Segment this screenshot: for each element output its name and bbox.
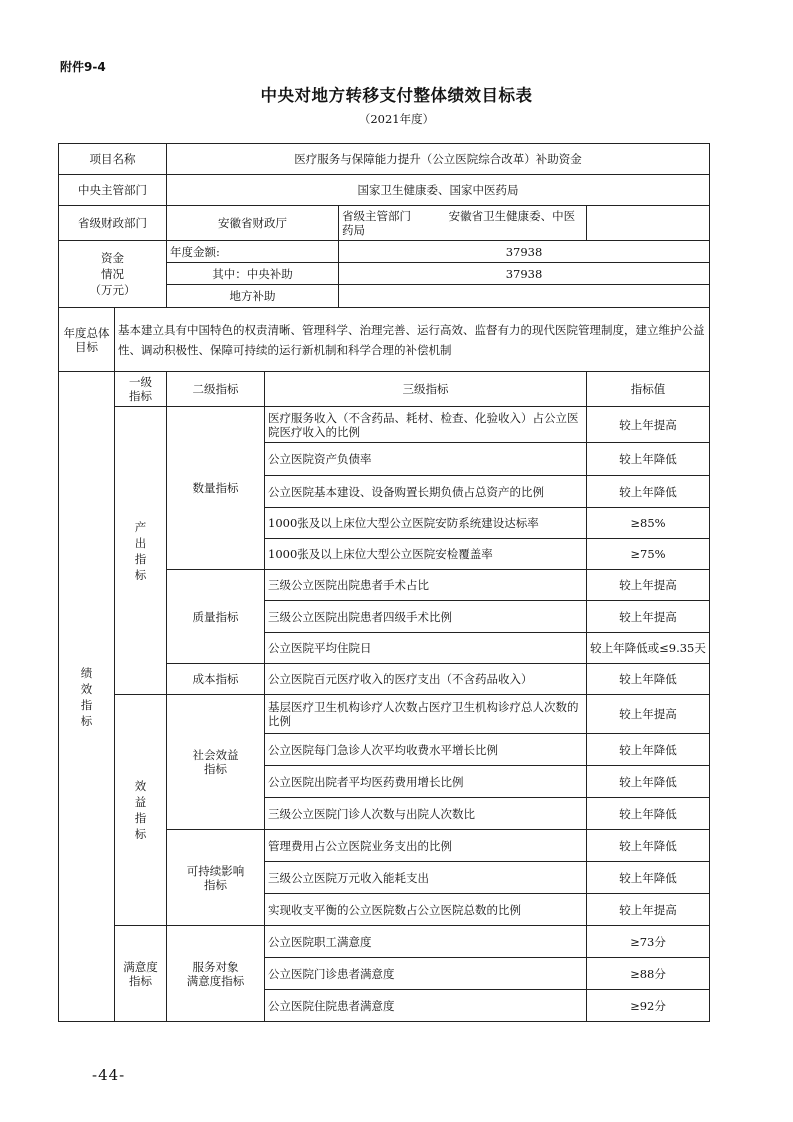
annual-goal-text: 基本建立具有中国特色的权责清晰、管理科学、治理完善、运行高效、监督有力的现代医院管理制度，建立维护公益性、调动积极性、保障可持续的运行新机制和科学合理的补偿机制 (115, 308, 710, 372)
indicator-name: 三级公立医院出院患者四级手术比例 (265, 601, 587, 633)
indicator-value: 较上年提高 (587, 407, 710, 443)
header-level3: 三级指标 (265, 372, 587, 407)
indicator-name: 公立医院门诊患者满意度 (265, 958, 587, 990)
indicator-name: 管理费用占公立医院业务支出的比例 (265, 830, 587, 862)
indicator-value: 较上年降低 (587, 766, 710, 798)
indicator-value: 较上年降低或≤9.35天 (587, 633, 710, 664)
header-level2: 二级指标 (167, 372, 265, 407)
funds-annual-value: 37938 (339, 241, 710, 263)
project-name-label: 项目名称 (59, 144, 167, 175)
funds-annual-row (59, 241, 710, 263)
indicator-name: 基层医疗卫生机构诊疗人次数占医疗卫生机构诊疗总人次数的比例 (265, 695, 587, 734)
page-number: -44- (92, 1066, 126, 1084)
central-dept-row (59, 175, 710, 206)
indicator-value: ≥92分 (587, 990, 710, 1022)
prov-finance-value: 安徽省财政厅 (167, 206, 339, 241)
indicator-name: 1000张及以上床位大型公立医院安防系统建设达标率 (265, 508, 587, 539)
annual-goal-label: 年度总体 目标 (59, 308, 115, 372)
indicator-value: 较上年降低 (587, 664, 710, 695)
quantity-indicator-label: 数量指标 (167, 407, 265, 570)
indicators-label: 绩 效 指 标 (59, 372, 115, 1022)
indicator-value: 较上年降低 (587, 862, 710, 894)
indicator-name: 三级公立医院出院患者手术占比 (265, 570, 587, 601)
indicator-value: 较上年降低 (587, 476, 710, 508)
annual-goal-row (59, 308, 710, 372)
indicator-value: 较上年提高 (587, 894, 710, 926)
indicator-name: 公立医院资产负债率 (265, 443, 587, 476)
funds-central-value: 37938 (339, 263, 710, 285)
social-benefit-label: 社会效益 指标 (167, 695, 265, 830)
prov-dept-value: 安徽省卫生健康委、中医药局 (342, 209, 576, 237)
quality-indicator-label: 质量指标 (167, 570, 265, 664)
indicator-value: 较上年提高 (587, 695, 710, 734)
indicator-value: 较上年降低 (587, 443, 710, 476)
indicator-name: 实现收支平衡的公立医院数占公立医院总数的比例 (265, 894, 587, 926)
table-row (59, 407, 710, 443)
indicator-name: 医疗服务收入（不含药品、耗材、检查、化验收入）占公立医院医疗收入的比例 (265, 407, 587, 443)
central-dept-value: 国家卫生健康委、国家中医药局 (167, 175, 710, 206)
indicator-name: 1000张及以上床位大型公立医院安检覆盖率 (265, 539, 587, 570)
indicator-value: ≥75% (587, 539, 710, 570)
cost-indicator-label: 成本指标 (167, 664, 265, 695)
indicator-name: 三级公立医院万元收入能耗支出 (265, 862, 587, 894)
indicator-name: 公立医院职工满意度 (265, 926, 587, 958)
header-level1: 一级 指标 (115, 372, 167, 407)
indicator-name: 公立医院出院者平均医药费用增长比例 (265, 766, 587, 798)
funds-local-value (339, 285, 710, 308)
indicator-value: ≥73分 (587, 926, 710, 958)
prov-dept-cell (339, 206, 587, 241)
indicator-name: 公立医院百元医疗收入的医疗支出（不含药品收入） (265, 664, 587, 695)
funds-annual-label: 年度金额: (167, 241, 339, 263)
indicator-value: 较上年降低 (587, 798, 710, 830)
document-year: （2021年度） (358, 112, 435, 126)
output-indicator-label: 产 出 指 标 (115, 407, 167, 695)
prov-dept-value-continued (587, 206, 710, 241)
document-title: 中央对地方转移支付整体绩效目标表 (260, 86, 533, 105)
indicator-value: ≥88分 (587, 958, 710, 990)
indicator-name: 公立医院平均住院日 (265, 633, 587, 664)
central-dept-label: 中央主管部门 (59, 175, 167, 206)
funds-central-label: 其中：中央补助 (167, 263, 339, 285)
table-row (59, 926, 710, 958)
benefit-indicator-label: 效 益 指 标 (115, 695, 167, 926)
prov-finance-label: 省级财政部门 (59, 206, 167, 241)
attachment-label: 附件9-4 (60, 60, 106, 74)
indicator-name: 公立医院基本建设、设备购置长期负债占总资产的比例 (265, 476, 587, 508)
table-row (59, 695, 710, 734)
indicator-header-row (59, 372, 710, 407)
indicator-value: 较上年降低 (587, 830, 710, 862)
indicator-value: 较上年降低 (587, 734, 710, 766)
satisfaction-indicator-label: 满意度 指标 (115, 926, 167, 1022)
indicator-name: 公立医院每门急诊人次平均收费水平增长比例 (265, 734, 587, 766)
indicator-name: 公立医院住院患者满意度 (265, 990, 587, 1022)
prov-dept-label: 省级主管部门 (342, 209, 411, 223)
funds-local-label: 地方补助 (167, 285, 339, 308)
provincial-row (59, 206, 710, 241)
funds-label: 资金 情况 （万元） (59, 241, 167, 308)
header-value: 指标值 (587, 372, 710, 407)
indicator-value: 较上年提高 (587, 570, 710, 601)
performance-target-table (58, 143, 710, 1022)
indicator-name: 三级公立医院门诊人次数与出院人次数比 (265, 798, 587, 830)
project-name-value: 医疗服务与保障能力提升（公立医院综合改革）补助资金 (167, 144, 710, 175)
indicator-value: ≥85% (587, 508, 710, 539)
project-name-row (59, 144, 710, 175)
sustainability-label: 可持续影响 指标 (167, 830, 265, 926)
indicator-value: 较上年提高 (587, 601, 710, 633)
service-satisfaction-label: 服务对象 满意度指标 (167, 926, 265, 1022)
